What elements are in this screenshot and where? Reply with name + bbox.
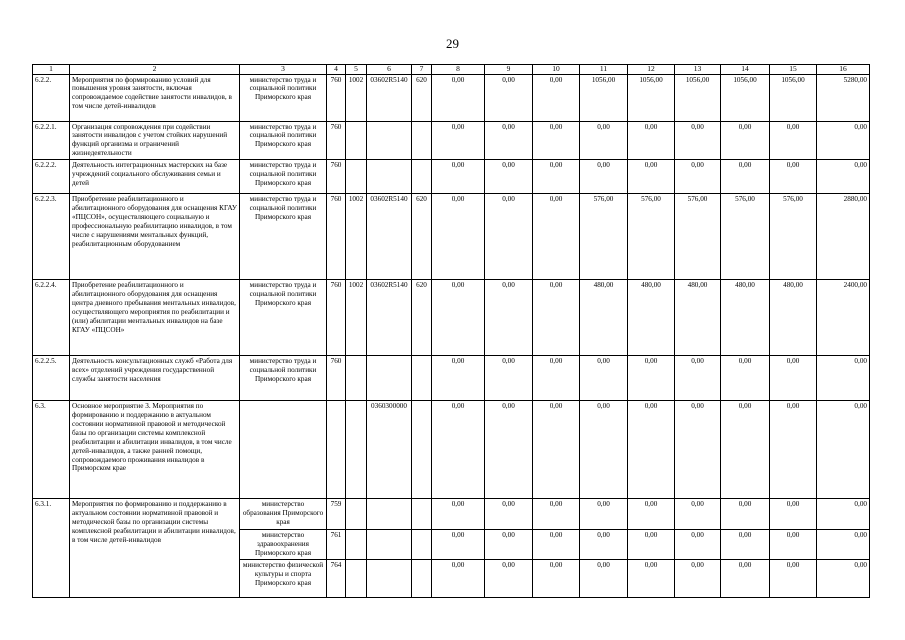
table-row	[33, 401, 870, 499]
csr-code	[367, 559, 412, 597]
amount-cell: 0,00	[675, 530, 721, 560]
vr-code: 620	[412, 74, 432, 121]
amount-cell: 576,00	[628, 194, 675, 280]
amount-cell: 0,00	[432, 74, 485, 121]
amount-cell: 0,00	[485, 194, 533, 280]
amount-cell: 480,00	[721, 280, 770, 356]
executor-name	[240, 401, 327, 499]
row-number: 6.2.2.1.	[33, 121, 70, 160]
amount-cell: 0,00	[432, 356, 485, 401]
executor-name: министерство труда и социальной политики Приморского края	[240, 74, 327, 121]
amount-cell: 0,00	[628, 530, 675, 560]
amount-cell: 0,00	[770, 530, 817, 560]
amount-cell: 0,00	[533, 401, 580, 499]
amount-cell: 0,00	[721, 356, 770, 401]
amount-cell: 0,00	[432, 401, 485, 499]
header-cell: 2	[70, 65, 240, 75]
table-row	[33, 356, 870, 401]
rzpr-code: 1002	[346, 280, 367, 356]
header-cell: 4	[327, 65, 346, 75]
vr-code	[412, 401, 432, 499]
amount-cell: 480,00	[628, 280, 675, 356]
table-row	[33, 74, 870, 121]
amount-cell: 0,00	[533, 280, 580, 356]
activity-name: Деятельность интеграционных мастерских на базе учреждений социального обслуживания семьи и детей	[70, 160, 240, 194]
amount-cell: 0,00	[721, 499, 770, 530]
amount-cell: 0,00	[675, 559, 721, 597]
amount-cell: 576,00	[770, 194, 817, 280]
amount-cell: 0,00	[580, 499, 628, 530]
header-cell: 14	[721, 65, 770, 75]
amount-cell: 0,00	[533, 499, 580, 530]
vr-code	[412, 121, 432, 160]
amount-cell: 0,00	[675, 401, 721, 499]
amount-cell: 480,00	[770, 280, 817, 356]
amount-cell: 0,00	[580, 401, 628, 499]
header-cell: 8	[432, 65, 485, 75]
vr-code	[412, 530, 432, 560]
header-cell: 13	[675, 65, 721, 75]
header-cell: 11	[580, 65, 628, 75]
csr-code: 03602R5140	[367, 74, 412, 121]
amount-cell: 0,00	[485, 499, 533, 530]
activity-name: Мероприятия по формированию и поддержанию в актуальном состоянии нормативной правовой и методической базы по организации системы комплексной реабилитации и абилитации инвалидов, в том числе детей-инвалидов	[70, 499, 240, 598]
rzpr-code	[346, 121, 367, 160]
csr-code	[367, 160, 412, 194]
amount-cell: 0,00	[485, 356, 533, 401]
amount-cell: 2880,00	[817, 194, 870, 280]
activity-name: Приобретение реабилитационного и абилитационного оборудования для оснащения центра дневного пребывания ментальных инвалидов, осуществляющего мероприятия по реабилитации и (или) абилитации ментальных инвалидов на базе КГАУ «ПЦСОН»	[70, 280, 240, 356]
row-number: 6.3.	[33, 401, 70, 499]
amount-cell: 576,00	[675, 194, 721, 280]
amount-cell: 0,00	[721, 559, 770, 597]
amount-cell: 0,00	[485, 121, 533, 160]
amount-cell: 0,00	[580, 160, 628, 194]
grbs-code: 764	[327, 559, 346, 597]
csr-code: 03602R5140	[367, 194, 412, 280]
vr-code: 620	[412, 280, 432, 356]
activity-name: Организация сопровождения при содействии занятости инвалидов с учетом стойких нарушений функций организма и ограничений жизнедеятельности	[70, 121, 240, 160]
activity-name: Приобретение реабилитационного и абилитационного оборудования для оснащения КГАУ «ПЦСОН», осуществляющего социальную и профессиональную реабилитацию инвалидов, в том числе с нарушениями ментальных функций, реабилитационным оборудованием	[70, 194, 240, 280]
header-cell: 12	[628, 65, 675, 75]
amount-cell: 0,00	[770, 401, 817, 499]
amount-cell: 0,00	[580, 530, 628, 560]
amount-cell: 0,00	[817, 559, 870, 597]
amount-cell: 0,00	[770, 499, 817, 530]
header-cell: 7	[412, 65, 432, 75]
header-cell: 15	[770, 65, 817, 75]
csr-code	[367, 121, 412, 160]
grbs-code: 759	[327, 499, 346, 530]
row-number: 6.2.2.4.	[33, 280, 70, 356]
amount-cell: 0,00	[432, 499, 485, 530]
rzpr-code	[346, 356, 367, 401]
table-row	[33, 499, 870, 530]
row-number: 6.2.2.	[33, 74, 70, 121]
row-number: 6.3.1.	[33, 499, 70, 598]
amount-cell: 0,00	[770, 160, 817, 194]
amount-cell: 0,00	[770, 356, 817, 401]
amount-cell: 0,00	[533, 356, 580, 401]
grbs-code	[327, 401, 346, 499]
rzpr-code	[346, 559, 367, 597]
executor-name: министерство физической культуры и спорта Приморского края	[240, 559, 327, 597]
amount-cell: 0,00	[817, 499, 870, 530]
activity-name: Мероприятия по формированию условий для повышения уровня занятости, включая сопровождаемое содействие занятости инвалидов, в том числе детей-инвалидов	[70, 74, 240, 121]
amount-cell: 0,00	[485, 160, 533, 194]
amount-cell: 0,00	[628, 499, 675, 530]
amount-cell: 0,00	[533, 160, 580, 194]
amount-cell: 0,00	[432, 160, 485, 194]
csr-code: 03602R5140	[367, 280, 412, 356]
amount-cell: 0,00	[628, 121, 675, 160]
amount-cell: 0,00	[770, 559, 817, 597]
grbs-code: 760	[327, 74, 346, 121]
amount-cell: 0,00	[533, 194, 580, 280]
amount-cell: 0,00	[721, 401, 770, 499]
amount-cell: 0,00	[533, 74, 580, 121]
amount-cell: 1056,00	[770, 74, 817, 121]
vr-code	[412, 559, 432, 597]
amount-cell: 2400,00	[817, 280, 870, 356]
executor-name: министерство труда и социальной политики Приморского края	[240, 356, 327, 401]
budget-table	[32, 64, 870, 598]
csr-code	[367, 499, 412, 530]
amount-cell: 5280,00	[817, 74, 870, 121]
amount-cell: 1056,00	[580, 74, 628, 121]
rzpr-code	[346, 530, 367, 560]
amount-cell: 0,00	[817, 356, 870, 401]
activity-name: Основное мероприятие 3. Мероприятия по формированию и поддержанию в актуальном состоянии нормативной правовой и методической базы по организации системы комплексной реабилитации и абилитации инвалидов, в том числе детей-инвалидов, а также ранней помощи, сопровождаемого проживания инвалидов в Приморском крае	[70, 401, 240, 499]
amount-cell: 0,00	[675, 356, 721, 401]
amount-cell: 0,00	[675, 160, 721, 194]
table-row	[33, 194, 870, 280]
grbs-code: 760	[327, 280, 346, 356]
amount-cell: 0,00	[580, 121, 628, 160]
rzpr-code	[346, 499, 367, 530]
amount-cell: 480,00	[580, 280, 628, 356]
vr-code: 620	[412, 194, 432, 280]
executor-name: министерство труда и социальной политики Приморского края	[240, 194, 327, 280]
amount-cell: 576,00	[721, 194, 770, 280]
amount-cell: 0,00	[485, 74, 533, 121]
activity-name: Деятельность консультационных служб «Работа для всех» отделений учреждения государственной службы занятости населения	[70, 356, 240, 401]
executor-name: министерство образования Приморского края	[240, 499, 327, 530]
amount-cell: 0,00	[485, 401, 533, 499]
grbs-code: 760	[327, 356, 346, 401]
header-cell: 9	[485, 65, 533, 75]
rzpr-code: 1002	[346, 194, 367, 280]
table-row	[33, 280, 870, 356]
amount-cell: 0,00	[628, 356, 675, 401]
vr-code	[412, 499, 432, 530]
amount-cell: 0,00	[628, 160, 675, 194]
rzpr-code	[346, 401, 367, 499]
amount-cell: 0,00	[770, 121, 817, 160]
amount-cell: 1056,00	[675, 74, 721, 121]
csr-code	[367, 356, 412, 401]
table-row	[33, 160, 870, 194]
row-number: 6.2.2.2.	[33, 160, 70, 194]
amount-cell: 0,00	[533, 530, 580, 560]
header-cell: 3	[240, 65, 327, 75]
amount-cell: 0,00	[675, 499, 721, 530]
grbs-code: 760	[327, 121, 346, 160]
amount-cell: 0,00	[817, 160, 870, 194]
row-number: 6.2.2.3.	[33, 194, 70, 280]
executor-name: министерство труда и социальной политики Приморского края	[240, 280, 327, 356]
amount-cell: 0,00	[432, 530, 485, 560]
amount-cell: 0,00	[432, 121, 485, 160]
amount-cell: 0,00	[817, 121, 870, 160]
amount-cell: 0,00	[485, 280, 533, 356]
amount-cell: 0,00	[817, 530, 870, 560]
amount-cell: 0,00	[721, 530, 770, 560]
amount-cell: 0,00	[580, 356, 628, 401]
grbs-code: 761	[327, 530, 346, 560]
table-row	[33, 121, 870, 160]
amount-cell: 0,00	[432, 280, 485, 356]
table-body	[33, 74, 870, 597]
amount-cell: 0,00	[817, 401, 870, 499]
amount-cell: 0,00	[432, 194, 485, 280]
amount-cell: 1056,00	[721, 74, 770, 121]
amount-cell: 576,00	[580, 194, 628, 280]
amount-cell: 0,00	[580, 559, 628, 597]
amount-cell: 0,00	[485, 530, 533, 560]
amount-cell: 0,00	[533, 559, 580, 597]
amount-cell: 0,00	[721, 160, 770, 194]
rzpr-code	[346, 160, 367, 194]
header-cell: 1	[33, 65, 70, 75]
amount-cell: 0,00	[628, 559, 675, 597]
amount-cell: 0,00	[628, 401, 675, 499]
amount-cell: 0,00	[675, 121, 721, 160]
grbs-code: 760	[327, 194, 346, 280]
amount-cell: 0,00	[485, 559, 533, 597]
executor-name: министерство труда и социальной политики Приморского края	[240, 121, 327, 160]
amount-cell: 1056,00	[628, 74, 675, 121]
amount-cell: 0,00	[533, 121, 580, 160]
rzpr-code: 1002	[346, 74, 367, 121]
vr-code	[412, 160, 432, 194]
grbs-code: 760	[327, 160, 346, 194]
header-cell: 5	[346, 65, 367, 75]
amount-cell: 0,00	[721, 121, 770, 160]
header-cell: 10	[533, 65, 580, 75]
page-number: 29	[446, 36, 459, 51]
header-cell: 16	[817, 65, 870, 75]
csr-code: 0360300000	[367, 401, 412, 499]
amount-cell: 480,00	[675, 280, 721, 356]
amount-cell: 0,00	[432, 559, 485, 597]
vr-code	[412, 356, 432, 401]
executor-name: министерство труда и социальной политики Приморского края	[240, 160, 327, 194]
executor-name: министерство здравоохранения Приморского края	[240, 530, 327, 560]
row-number: 6.2.2.5.	[33, 356, 70, 401]
csr-code	[367, 530, 412, 560]
header-cell: 6	[367, 65, 412, 75]
header-row	[33, 65, 870, 75]
